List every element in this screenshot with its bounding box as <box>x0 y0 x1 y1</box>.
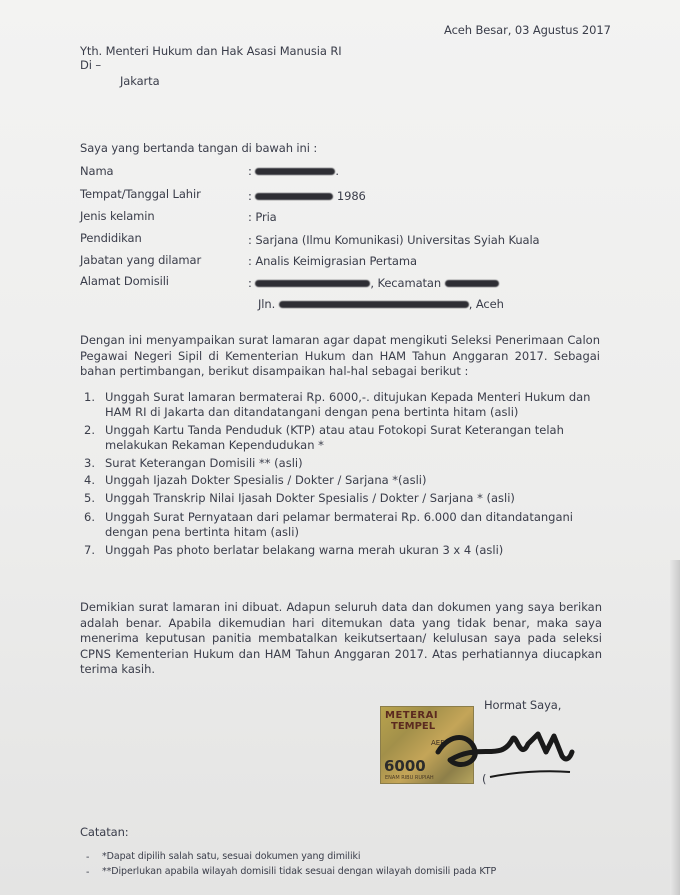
redaction-mark <box>255 193 333 200</box>
letter-page: Aceh Besar, 03 Agustus 2017 Yth. Menteri Hukum dan Hak Asasi Manusia RI Di – Jakarta Saya yang bertanda tangan di bawah ini : Nama : . Tempat/Tanggal Lahir : 1986 Jenis kelamin : Pria Pendidikan : Sarjana (Ilmu Komunikasi) Universitas Syiah Kuala Jabatan yang dilamar : Analis Keimigrasian Pertama Alamat Domisili : , Kecamatan Jln. , Aceh Dengan ini menyampaikan surat lamaran agar dapat mengikuti Seleksi Penerimaan Calon Pegawai Negeri Sipil di Kementerian Hukum dan HAM Tahun Anggaran 2017. Sebagai bahan pertimbangan, berikut disampaikan hal-hal sebagai berikut : 1. Unggah Surat lamaran bermaterai Rp. 6000,-. ditujukan Kepada Menteri Hukum dan HAM RI di Jakarta dan ditandatangani dengan pena bertinta hitam (asli) 2. Unggah Kartu Tanda Penduduk (KTP) atau atau Fotokopi Surat Keterangan telah melakukan Rekaman Kependudukan * 3. Surat Keterangan Domisili ** (asli) 4. Unggah Ijazah Dokter Spesialis / Dokter / Sarjana *(asli) 5. Unggah Transkrip Nilai Ijasah Dokter Spesialis / Dokter / Sarjana * (asli) 6. Unggah Surat Pernyataan dari pelamar bermaterai Rp. 6.000 dan ditandatangani dengan pena bertinta hitam (asli) 7. Unggah Pas photo berlatar belakang warna merah ukuran 3 x 4 (asli) Demikian surat lamaran ini dibuat. Adapun seluruh data dan dokumen yang saya berikan adalah benar. Apabila dikemudian hari ditemukan data yang tidak benar, maka saya menerima keputusan panitia membatalkan keikutsertaan/ kelulusan saya pada seleksi CPNS Kementerian Hukum dan HAM Tahun Anggaran 2017. Atas perhatiannya diucapkan terima kasih. Hormat Saya, METERAI TEMPEL AEF 6000 ENAM RIBU RUPIAH ( Catatan: - *Dapat dipilih salah satu, sesuai dokumen yang dimiliki - **Diperlukan apabila wilayah domisili tidak sesuai dengan wilayah domisili pada KTP <box>0 0 680 895</box>
value-jk: : Pria <box>248 210 277 224</box>
note-dash: - <box>86 852 90 863</box>
page-edge-shadow <box>670 560 680 895</box>
note-item: **Diperlukan apabila wilayah domisili tidak sesuai dengan wilayah domisili pada KTP <box>102 866 497 877</box>
redaction-mark <box>255 168 335 175</box>
value-ttl: : 1986 <box>248 189 366 203</box>
label-pendidikan: Pendidikan <box>80 231 142 245</box>
body-paragraph: Dengan ini menyampaikan surat lamaran agar dapat mengikuti Seleksi Penerimaan Calon Pegawai Negeri Sipil di Kementerian Hukum dan HAM Tahun Anggaran 2017. Sebagai bahan pertimbangan, berikut disampaikan hal-hal sebagai berikut : <box>80 333 600 378</box>
value-alamat-1: : , Kecamatan <box>248 276 499 290</box>
label-nama: Nama <box>80 164 114 178</box>
label-jk: Jenis kelamin <box>80 209 155 223</box>
value-pendidikan: : Sarjana (Ilmu Komunikasi) Universitas Syiah Kuala <box>248 233 540 247</box>
closing-paragraph: Demikian surat lamaran ini dibuat. Adapun seluruh data dan dokumen yang saya berikan adalah benar. Apabila dikemudian hari ditemukan data yang tidak benar, maka saya menerima keputusan panitia membatalkan keikutsertaan/ kelulusan saya pada seleksi CPNS Kementerian Hukum dan HAM Tahun Anggaran 2017. Atas perhatiannya diucapkan terima kasih. <box>80 600 602 676</box>
label-alamat: Alamat Domisili <box>80 274 169 288</box>
value-alamat-2: Jln. , Aceh <box>258 297 504 311</box>
signoff: Hormat Saya, <box>484 698 562 712</box>
duty-stamp: METERAI TEMPEL AEF 6000 ENAM RIBU RUPIAH <box>380 706 474 784</box>
redaction-mark <box>255 280 370 287</box>
signature <box>420 722 580 787</box>
place-date: Aceh Besar, 03 Agustus 2017 <box>444 23 611 37</box>
note-item: *Dapat dipilih salah satu, sesuai dokumen yang dimiliki <box>102 851 361 862</box>
redaction-mark <box>445 280 499 287</box>
value-nama: : . <box>248 164 339 178</box>
label-ttl: Tempat/Tanggal Lahir <box>80 187 201 201</box>
recipient-line: Yth. Menteri Hukum dan Hak Asasi Manusia RI <box>80 44 342 58</box>
redaction-mark <box>279 301 469 308</box>
intro-text: Saya yang bertanda tangan di bawah ini : <box>80 141 318 155</box>
signature-parenthesis: ( <box>482 772 487 786</box>
label-jabatan: Jabatan yang dilamar <box>80 253 202 267</box>
recipient-di: Di – <box>80 58 102 72</box>
note-dash: - <box>86 867 90 878</box>
value-jabatan: : Analis Keimigrasian Pertama <box>248 254 417 268</box>
recipient-city: Jakarta <box>120 74 160 88</box>
notes-title: Catatan: <box>80 825 129 839</box>
